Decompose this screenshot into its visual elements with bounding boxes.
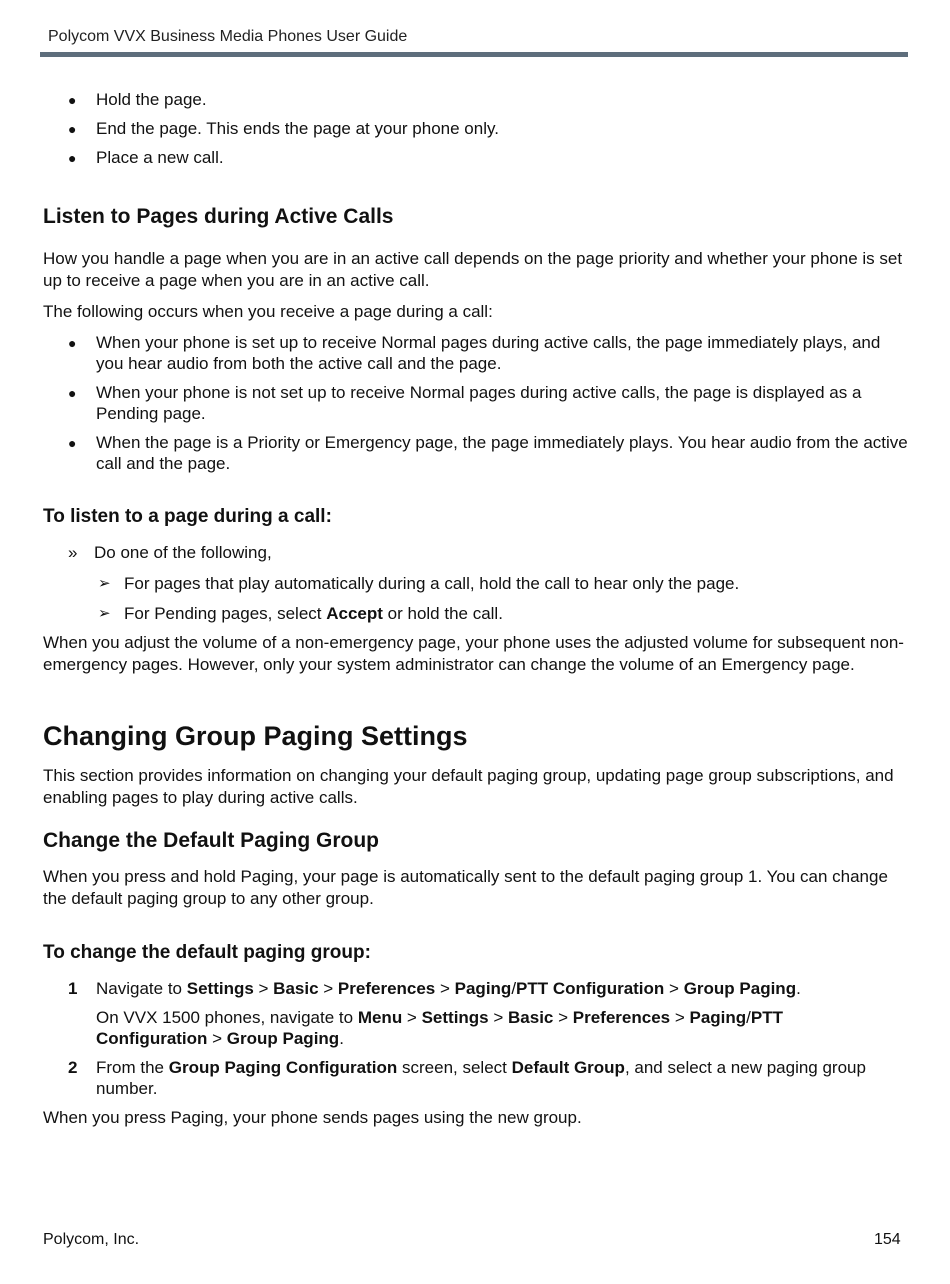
step-note: On VVX 1500 phones, navigate to Menu > Settings > Basic > Preferences > Paging/PTT Configuration > Group Paging.	[96, 1008, 783, 1048]
procedure-heading: To change the default paging group:	[43, 942, 371, 963]
procedure-option: For pages that play automatically during a call, hold the call to hear only the page.	[124, 574, 740, 593]
subsection-heading: Change the Default Paging Group	[43, 829, 380, 852]
procedure-option: For Pending pages, select Accept or hold the call.	[124, 604, 503, 623]
paragraph: This section provides information on changing your default paging group, updating page group subscriptions, and enabling pages to play during active calls.	[43, 766, 894, 807]
bullet-icon: ●	[68, 92, 77, 108]
footer-company: Polycom, Inc.	[43, 1231, 140, 1248]
accept-term: Accept	[326, 604, 383, 623]
header-rule	[40, 52, 908, 57]
document-title: Polycom VVX Business Media Phones User Guide	[48, 28, 408, 45]
arrow-bullet-icon: ➢	[98, 605, 111, 622]
step-number: 2	[68, 1058, 78, 1077]
bullet-icon: ●	[68, 385, 77, 401]
list-item: When the page is a Priority or Emergency page, the page immediately plays. You hear audio from the active call and the page.	[96, 433, 908, 473]
paragraph: When you press and hold Paging, your page is automatically sent to the default paging group 1. You can change the default paging group to any other group.	[43, 867, 888, 908]
list-item: End the page. This ends the page at your phone only.	[96, 119, 499, 138]
bullet-icon: ●	[68, 435, 77, 451]
bullet-icon: ●	[68, 150, 77, 166]
list-item: When your phone is not set up to receive Normal pages during active calls, the page is displayed as a Pending page.	[96, 383, 862, 423]
procedure-step: From the Group Paging Configuration screen, select Default Group, and select a new paging group number.	[96, 1058, 866, 1098]
procedure-step: Do one of the following,	[94, 543, 272, 562]
procedure-heading: To listen to a page during a call:	[43, 506, 332, 527]
paragraph: How you handle a page when you are in an active call depends on the page priority and whether your phone is set up to receive a page when you are in an active call.	[43, 249, 903, 290]
arrow-bullet-icon: ➢	[98, 575, 111, 592]
bullet-icon: ●	[68, 121, 77, 137]
list-item: Place a new call.	[96, 148, 224, 167]
procedure-step: Navigate to Settings > Basic > Preferences > Paging/PTT Configuration > Group Paging.	[96, 979, 801, 998]
paragraph: The following occurs when you receive a page during a call:	[43, 302, 493, 321]
paragraph: When you press Paging, your phone sends pages using the new group.	[43, 1108, 582, 1127]
section-heading: Changing Group Paging Settings	[43, 721, 468, 751]
list-item: When your phone is set up to receive Normal pages during active calls, the page immediately plays, and you hear audio from both the active call and the page.	[96, 333, 881, 373]
list-item: Hold the page.	[96, 90, 207, 109]
paragraph: When you adjust the volume of a non-emergency page, your phone uses the adjusted volume for subsequent non-emergency pages. However, only your system administrator can change the volume of an Emergency page.	[43, 633, 904, 674]
step-number: 1	[68, 979, 78, 998]
section-heading: Listen to Pages during Active Calls	[43, 205, 394, 228]
bullet-icon: ●	[68, 335, 77, 351]
step-marker: »	[68, 543, 78, 562]
page-number: 154	[874, 1231, 901, 1248]
